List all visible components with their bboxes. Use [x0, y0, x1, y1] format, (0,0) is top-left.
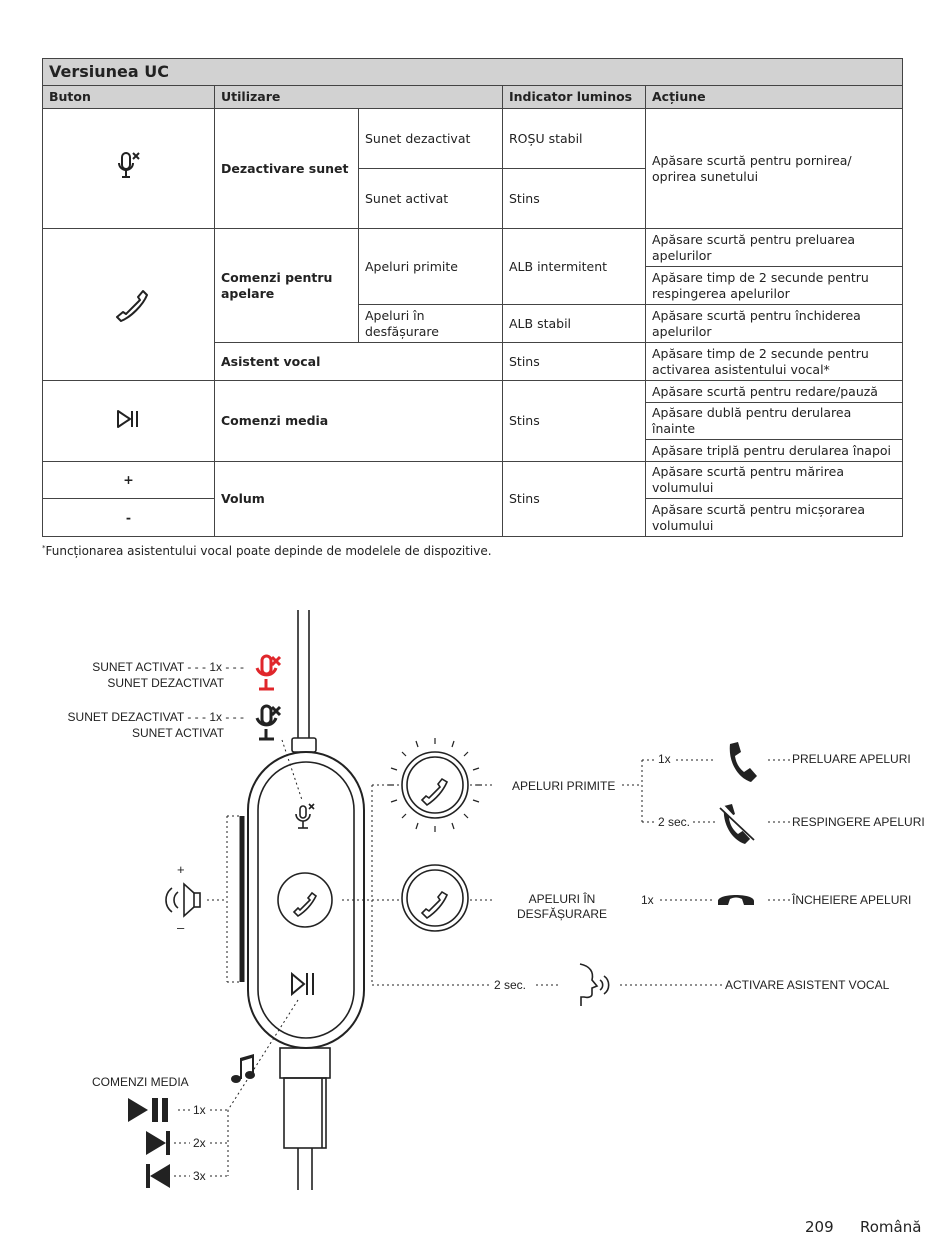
mute-action: Apăsare scurtă pentru pornirea/ oprirea sunetului	[646, 109, 903, 229]
mute-off-label-1: SUNET DEZACTIVAT - - - 1x - - -	[67, 710, 244, 724]
active-label-1: APELURI ÎN	[528, 892, 596, 906]
volume-minus: -	[43, 499, 215, 537]
volume-usage: Volum	[215, 462, 503, 537]
active-call-circle	[402, 865, 468, 931]
answer-count: 1x	[658, 752, 671, 766]
mute-state-off: Sunet dezactivat	[359, 109, 503, 169]
end-label: ÎNCHEIERE APELURI	[792, 893, 912, 907]
music-note-icon	[231, 1054, 255, 1083]
mute-on-label-2: SUNET DEZACTIVAT	[107, 676, 224, 690]
media-count-2: 2x	[193, 1136, 206, 1150]
media-light: Stins	[503, 381, 646, 462]
footnote	[42, 544, 492, 558]
body-phone-icon	[294, 893, 316, 916]
active-label-2: DESFĂȘURARE	[516, 907, 608, 921]
reject-count: 2 sec.	[658, 815, 691, 829]
language-label: Română	[860, 1218, 922, 1236]
answer-phone-icon	[730, 742, 757, 782]
voice-usage: Asistent vocal	[215, 343, 503, 381]
media-button-cell	[43, 381, 215, 462]
header-usage: Utilizare	[215, 86, 503, 109]
incoming-label: APELURI PRIMITE	[512, 779, 616, 793]
table-title: Versiunea UC	[43, 59, 903, 86]
mute-state-on: Sunet activat	[359, 169, 503, 229]
volume-light: Stins	[503, 462, 646, 537]
incoming-call-circle	[388, 738, 482, 832]
play-pause-icon	[116, 409, 142, 429]
voice-light: Stins	[503, 343, 646, 381]
footnote-mark: *	[42, 544, 46, 552]
body-mute-icon	[296, 804, 314, 828]
phone-icon	[109, 283, 149, 323]
speaker-icon	[166, 884, 200, 916]
media-title: COMENZI MEDIA	[92, 1075, 189, 1089]
mute-red-icon	[257, 656, 280, 689]
mute-black-icon	[257, 706, 280, 739]
voice-count: 2 sec.	[494, 978, 527, 992]
call-incoming-state: Apeluri primite	[359, 229, 503, 305]
volume-down-action: Apăsare scurtă pentru micșorarea volumului	[646, 499, 903, 537]
footnote-text: Funcționarea asistentului vocal poate depinde de modelele de dispozitive.	[45, 544, 492, 558]
voice-assistant-icon	[580, 964, 609, 1006]
call-answer-action: Apăsare scurtă pentru preluarea apelurilor	[646, 229, 903, 267]
media-action-3: Apăsare triplă pentru derularea înapoi	[646, 440, 903, 462]
hangup-phone-icon	[718, 895, 754, 905]
mute-light-on: Stins	[503, 169, 646, 229]
voice-label: ACTIVARE ASISTENT VOCAL	[725, 978, 890, 992]
answer-label: PRELUARE APELURI	[792, 752, 911, 766]
mic-mute-icon	[116, 150, 142, 184]
media-count-3: 3x	[193, 1169, 206, 1183]
page-number: 209	[805, 1218, 834, 1236]
call-incoming-light: ALB intermitent	[503, 229, 646, 305]
uc-table	[42, 58, 903, 537]
media-play-pause-icon	[128, 1098, 168, 1122]
body-play-pause-icon	[292, 973, 313, 995]
media-next-icon	[146, 1131, 170, 1155]
mute-usage: Dezactivare sunet	[215, 109, 359, 229]
reject-phone-icon	[720, 804, 754, 844]
call-active-light: ALB stabil	[503, 305, 646, 343]
media-action-1: Apăsare scurtă pentru redare/pauză	[646, 381, 903, 403]
volume-plus: +	[43, 462, 215, 499]
media-count-1: 1x	[193, 1103, 206, 1117]
mute-off-label-2: SUNET ACTIVAT	[131, 726, 224, 740]
call-usage: Comenzi pentru apelare	[215, 229, 359, 343]
media-action-2: Apăsare dublă pentru derularea înainte	[646, 403, 903, 440]
volume-up-action: Apăsare scurtă pentru mărirea volumului	[646, 462, 903, 499]
header-light: Indicator luminos	[503, 86, 646, 109]
mute-on-label-1: SUNET ACTIVAT - - - 1x - - -	[92, 660, 244, 674]
header-action: Acțiune	[646, 86, 903, 109]
mute-light-off: ROȘU stabil	[503, 109, 646, 169]
end-count: 1x	[641, 893, 654, 907]
mute-button-cell	[43, 109, 215, 229]
call-end-action: Apăsare scurtă pentru închiderea apelurilor	[646, 305, 903, 343]
voice-action: Apăsare timp de 2 secunde pentru activarea asistentului vocal*	[646, 343, 903, 381]
media-usage: Comenzi media	[215, 381, 503, 462]
reject-label: RESPINGERE APELURI	[792, 815, 925, 829]
header-button: Buton	[43, 86, 215, 109]
call-button-cell	[43, 229, 215, 381]
media-prev-icon	[146, 1164, 170, 1188]
call-reject-action: Apăsare timp de 2 secunde pentru respingerea apelurilor	[646, 267, 903, 305]
call-active-state: Apeluri în desfășurare	[359, 305, 503, 343]
volume-plus-label: +	[177, 862, 185, 877]
volume-minus-label: –	[177, 920, 185, 935]
